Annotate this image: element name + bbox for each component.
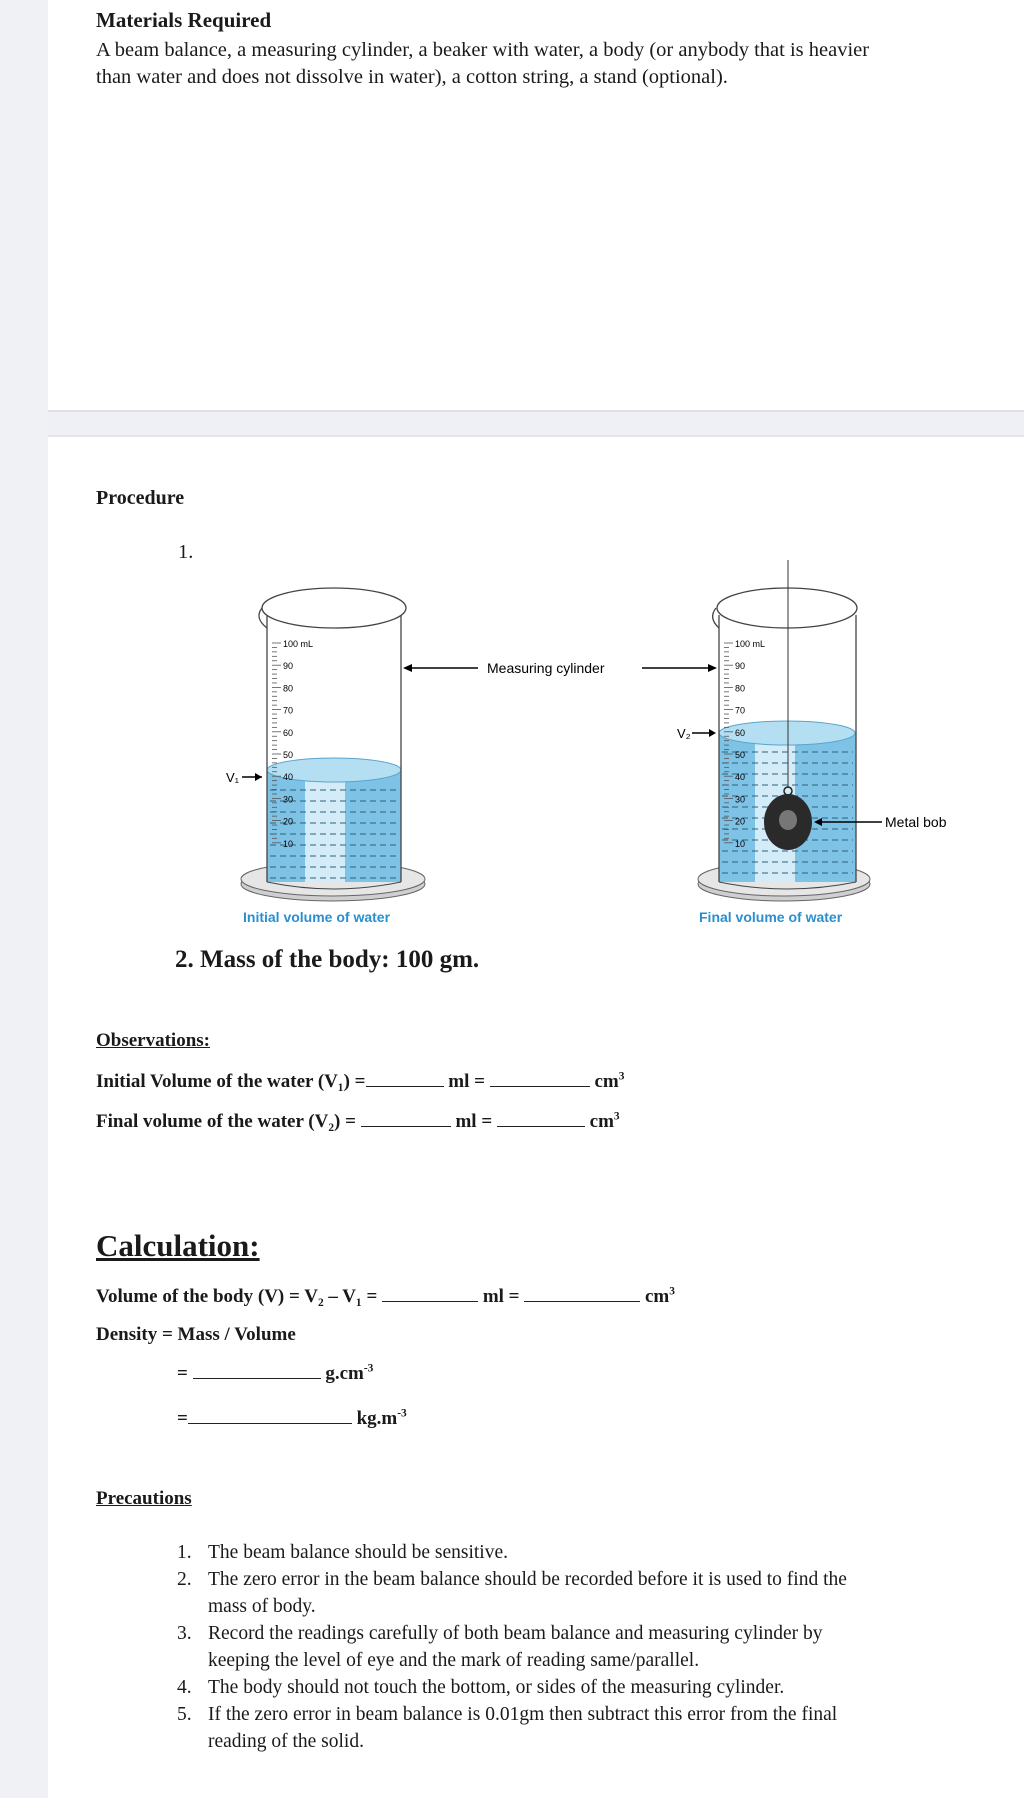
equals-sign: = [177, 1363, 188, 1384]
unit-exponent: 3 [618, 1070, 625, 1083]
unit-gcm: g.cm [325, 1363, 364, 1384]
precaution-text: The body should not touch the bottom, or sides of the measuring cylinder. [208, 1677, 785, 1698]
scale-label: 50 [283, 750, 294, 760]
vf-label: V₂ [677, 726, 691, 741]
precaution-item [177, 1539, 997, 1566]
procedure-heading: Procedure [96, 487, 185, 509]
scale-label: 60 [735, 727, 746, 738]
initial-volume-caption: Initial volume of water [243, 909, 391, 925]
precaution-text: If the zero error in beam balance is 0.01gm then subtract this error from the final [208, 1704, 838, 1725]
left-cylinder [226, 588, 425, 901]
precaution-item [177, 1701, 997, 1755]
density-gcm-blank[interactable] [193, 1362, 321, 1379]
unit-exponent: 3 [669, 1285, 675, 1298]
final-volume-label: Final volume of the water (V₂) = [96, 1111, 356, 1132]
scale-label: 90 [283, 661, 294, 672]
final-volume-caption: Final volume of water [699, 909, 843, 925]
scale-label: 30 [283, 794, 294, 805]
scale-label: 20 [735, 816, 746, 827]
precaution-number: 2. [177, 1569, 192, 1590]
observation-initial-volume [96, 1070, 624, 1093]
ml-equals: ml = [455, 1111, 493, 1132]
scale-label: 70 [735, 705, 746, 716]
metal-bob-label: Metal bob [885, 814, 947, 830]
right-cylinder [677, 560, 947, 901]
volume-ml-blank[interactable] [382, 1285, 478, 1302]
density-kgm-blank[interactable] [188, 1407, 352, 1424]
scale-label: 30 [735, 794, 746, 805]
volume-of-body-line [96, 1285, 675, 1308]
procedure-step-1-number: 1. [178, 541, 194, 563]
scale-label: 80 [735, 683, 746, 694]
initial-volume-label: Initial Volume of the water (V₁) = [96, 1071, 366, 1092]
measuring-cylinder-figure [0, 540, 1024, 940]
scale-label: 40 [735, 772, 746, 783]
unit-exponent: -3 [397, 1407, 407, 1420]
measuring-cylinder-label: Measuring cylinder [487, 660, 605, 676]
density-formula: Density = Mass / Volume [96, 1324, 296, 1345]
precautions-heading: Precautions [96, 1488, 192, 1509]
unit-cm: cm [645, 1286, 670, 1307]
precaution-number: 3. [177, 1623, 192, 1644]
scale-label: 10 [735, 838, 746, 849]
precaution-number: 5. [177, 1704, 192, 1725]
scale-label: 10 [283, 838, 294, 849]
initial-volume-cm3-blank[interactable] [490, 1070, 590, 1087]
density-kgm-line [177, 1407, 407, 1430]
scale-label: 100 mL [283, 639, 314, 649]
precaution-text: The zero error in the beam balance should be recorded before it is used to find the [208, 1569, 847, 1590]
precaution-item [177, 1674, 997, 1701]
precaution-text: mass of body. [208, 1596, 316, 1617]
unit-exponent: -3 [363, 1362, 374, 1375]
scale-label: 40 [283, 772, 294, 783]
section-divider [48, 410, 1024, 437]
unit-cm: cm [594, 1071, 619, 1092]
precaution-text: keeping the level of eye and the mark of reading same/parallel. [208, 1650, 700, 1671]
scale-label: 50 [735, 750, 746, 760]
precautions-list [177, 1539, 997, 1755]
precaution-number: 4. [177, 1677, 192, 1698]
scale-label: 80 [283, 683, 294, 694]
scale-label: 20 [283, 816, 294, 827]
precaution-item [177, 1566, 997, 1620]
scale-label: 60 [283, 727, 294, 738]
ml-equals: ml = [482, 1286, 520, 1307]
observations-heading: Observations: [96, 1030, 210, 1051]
v1-label: V₁ [226, 770, 240, 785]
scale-label: 100 mL [735, 639, 766, 649]
precaution-number: 1. [177, 1542, 192, 1563]
density-gcm-line [177, 1362, 373, 1385]
volume-cm3-blank[interactable] [524, 1285, 640, 1302]
materials-text-line-2: than water and does not dissolve in water), a cotton string, a stand (optional). [96, 66, 728, 88]
scale-label: 70 [283, 705, 294, 716]
precaution-text: The beam balance should be sensitive. [208, 1542, 508, 1563]
unit-kgm: kg.m [356, 1408, 398, 1429]
precaution-text: reading of the solid. [208, 1731, 364, 1752]
materials-text-line-1: A beam balance, a measuring cylinder, a beaker with water, a body (or anybody that is heavier [96, 39, 870, 61]
observation-final-volume [96, 1110, 620, 1133]
final-volume-cm3-blank[interactable] [497, 1110, 585, 1127]
ml-equals: ml = [448, 1071, 485, 1092]
precaution-item [177, 1620, 997, 1674]
unit-cm: cm [589, 1111, 614, 1132]
calculation-heading: Calculation: [96, 1228, 260, 1263]
unit-exponent: 3 [613, 1110, 620, 1123]
initial-volume-ml-blank[interactable] [366, 1070, 444, 1087]
procedure-step-2: 2. Mass of the body: 100 gm. [175, 946, 480, 973]
precaution-text: Record the readings carefully of both beam balance and measuring cylinder by [208, 1623, 823, 1644]
materials-heading: Materials Required [96, 8, 272, 32]
scale-label: 90 [735, 661, 746, 672]
equals-sign: = [177, 1408, 188, 1429]
final-volume-ml-blank[interactable] [361, 1110, 451, 1127]
volume-of-body-label: Volume of the body (V) = V₂ – V₁ = [96, 1286, 378, 1307]
